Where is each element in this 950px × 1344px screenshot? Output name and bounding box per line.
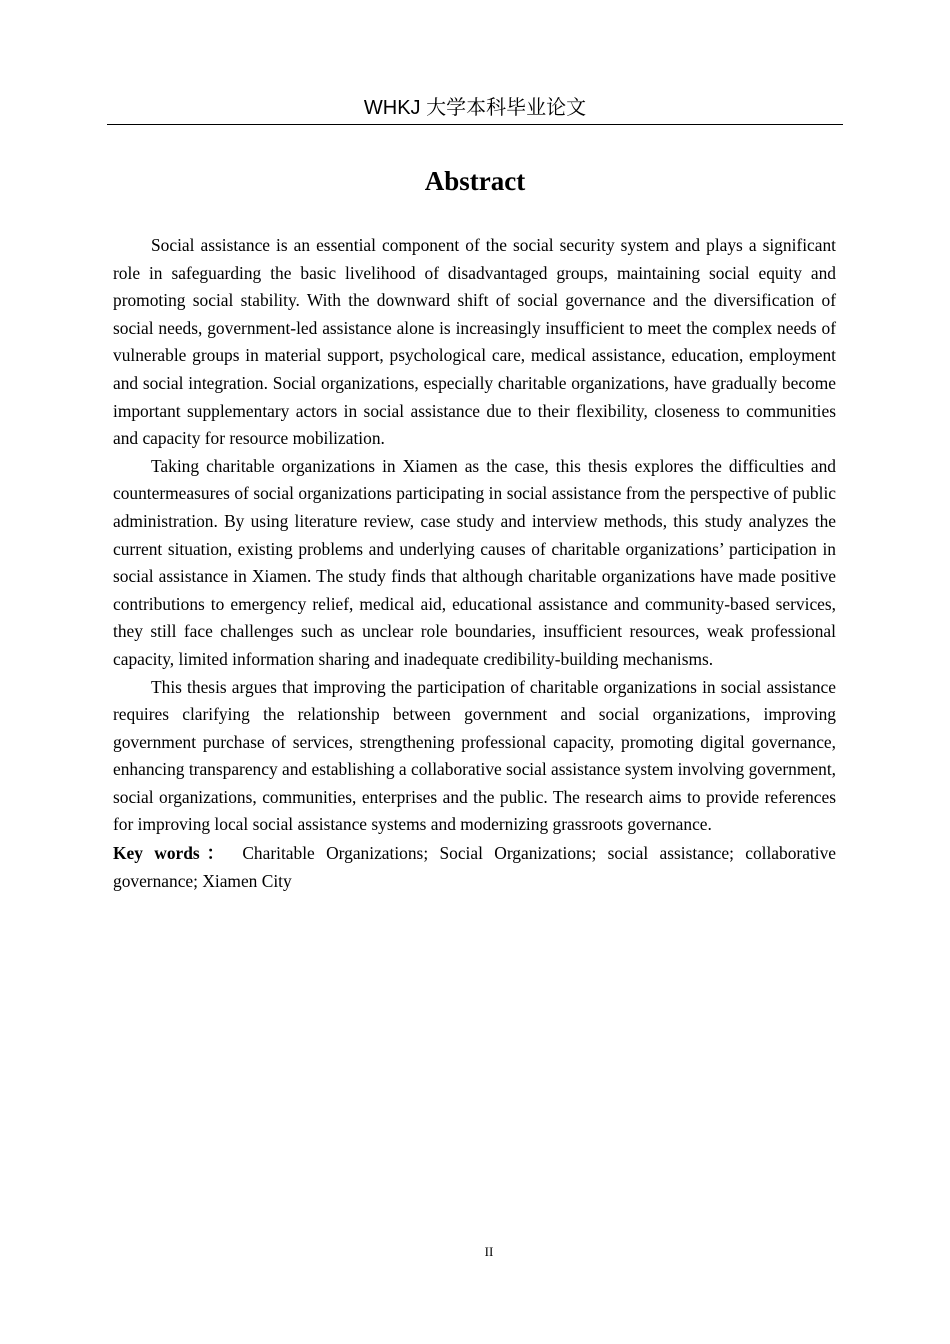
- page-header: WHKJ 大学本科毕业论文: [363, 97, 587, 119]
- abstract-paragraph-1: Social assistance is an essential component of the social security system and plays a significant role in safeguarding the basic livelihood of disadvantaged groups, maintaining social equity and promoting social stability. With the downward shift of social governance and the diversification of social needs, government-led assistance alone is increasingly insufficient to meet the complex needs of vulnerable groups in material support, psychological care, medical assistance, education, employment and social integration. Social organizations, especially charitable organizations, have gradually become important supplementary actors in social assistance due to their flexibility, closeness to communities and capacity for resource mobilization.: [113, 235, 836, 449]
- abstract-paragraph-2: Taking charitable organizations in Xiamen as the case, this thesis explores the difficulties and countermeasures of social organizations participating in social assistance from the perspective of public administration. By using literature review, case study and interview methods, this study analyzes the current situation, existing problems and underlying causes of charitable organizations’ participation in social assistance in Xiamen. The study finds that although charitable organizations have made positive contributions to emergency relief, medical aid, educational assistance and community-based services, they still face challenges such as unclear role boundaries, insufficient resources, weak professional capacity, limited information sharing and inadequate credibility-building mechanisms.: [113, 455, 836, 669]
- abstract-title: Abstract: [424, 166, 526, 196]
- keywords-line: [113, 840, 836, 895]
- keywords-text: Charitable Organizations; Social Organizations; social assistance; collaborative governance; Xiamen City: [113, 843, 836, 891]
- header-divider: [107, 124, 843, 125]
- page-number: II: [484, 1244, 494, 1259]
- abstract-paragraph-3: This thesis argues that improving the participation of charitable organizations in social assistance requires clarifying the relationship between government and social organizations, improving government purchase of services, strengthening professional capacity, promoting digital governance, enhancing transparency and establishing a collaborative social assistance system involving government, social organizations, communities, enterprises and the public. The research aims to provide references for improving local social assistance systems and modernizing grassroots governance.: [113, 676, 836, 835]
- abstract-body: [113, 232, 836, 895]
- keywords-label: Key words：: [113, 843, 232, 864]
